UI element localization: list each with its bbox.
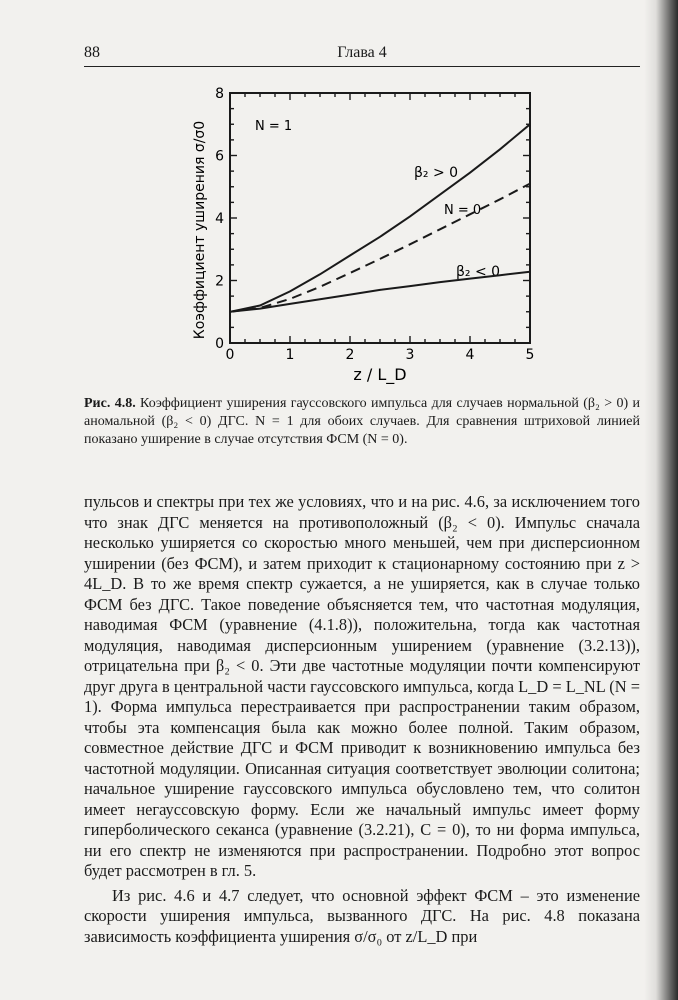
caption-label: Рис. 4.8. xyxy=(84,396,136,411)
figure-4-8 xyxy=(180,80,550,390)
broadening-chart xyxy=(180,80,550,390)
y-tick-label: 4 xyxy=(215,211,224,227)
y-tick-label: 8 xyxy=(215,86,224,102)
y-tick-label: 0 xyxy=(215,336,224,352)
label-beta-positive: β₂ > 0 xyxy=(414,165,459,181)
series-beta-negative xyxy=(230,272,530,312)
figure-caption xyxy=(84,395,640,449)
y-tick-label: 2 xyxy=(215,273,224,290)
x-tick-label: 2 xyxy=(345,347,355,363)
page-number: 88 xyxy=(84,44,100,61)
paragraph-2: Из рис. 4.6 и 4.7 следует, что основной эффект ФСМ – это изменение скорости уширения импульса, вызванного ДГС. На рис. 4.8 показана зависимость коэффициента уширения σ/σ₀ от z/L_D при xyxy=(84,885,640,946)
x-tick-label: 1 xyxy=(285,347,295,363)
series-beta-positive xyxy=(230,124,530,311)
y-tick-label: 6 xyxy=(215,148,224,165)
x-tick-label: 0 xyxy=(225,347,235,363)
label-n0: N = 0 xyxy=(444,203,482,218)
paragraph-1: пульсов и спектры при тех же условиях, что и на рис. 4.6, за исключением того что знак ДГС меняется на противоположный (β₂ < 0). Импульс сначала несколько уширяется со скоростью много меньшей, чем при дисперсионном уширении (без ФСМ), и затем приходит к стационарному состоянию при z > 4L_D. В то же время спектр сужается, а не уширяется, как в случае только ФСМ без ДГС. Такое поведение объясняется тем, что частотная модуляция, наводимая ФСМ (уравнение (4.1.8)), положительна, тогда как частотная модуляция, наводимая дисперсионным уширением (уравнение (3.2.13)), отрицательна при β₂ < 0. Эти две частотные модуляции почти компенсируют друг друга в центральной части гауссовского импульса, когда L_D = L_NL (N = 1). Форма импульса перестраивается при распространении таким образом, чтобы эта компенсация была как можно более полной. Таким образом, совместное действие ДГС и ФСМ приводит к возникновению импульса без частотной модуляции. Описанная ситуация соответствует эволюции солитона; начальное уширение гауссовского импульса обусловлено тем, что солитон имеет негауссовскую форму. Если же начальный импульс имеет форму гиперболического секанса (уравнение (3.2.21), C = 0), то ни форма импульса, ни его спектр не изменяются при распространении. Подробно этот вопрос будет рассмотрен в гл. 5. xyxy=(84,492,640,880)
running-head: Глава 4 xyxy=(337,44,387,61)
annotation-n1: N = 1 xyxy=(255,119,293,134)
x-tick-label: 5 xyxy=(525,347,535,363)
page-edge-shadow xyxy=(644,0,678,1000)
x-tick-label: 4 xyxy=(465,347,475,363)
series-n0-dashed xyxy=(230,184,530,312)
body-text xyxy=(84,492,640,947)
y-axis-label: Коэффициент уширения σ/σ0 xyxy=(192,120,208,340)
page-header xyxy=(84,44,640,67)
caption-text: Коэффициент уширения гауссовского импульса для случаев нормальной (β₂ > 0) и аномальной (β₂ < 0) ДГС. N = 1 для обоих случаев. Для сравнения штриховой линией показано уширение в случае отсутствия ФСМ (N = 0). xyxy=(84,396,640,447)
label-beta-negative: β₂ < 0 xyxy=(456,264,501,280)
x-axis-label: z / L_D xyxy=(353,365,407,384)
x-tick-label: 3 xyxy=(405,347,415,363)
